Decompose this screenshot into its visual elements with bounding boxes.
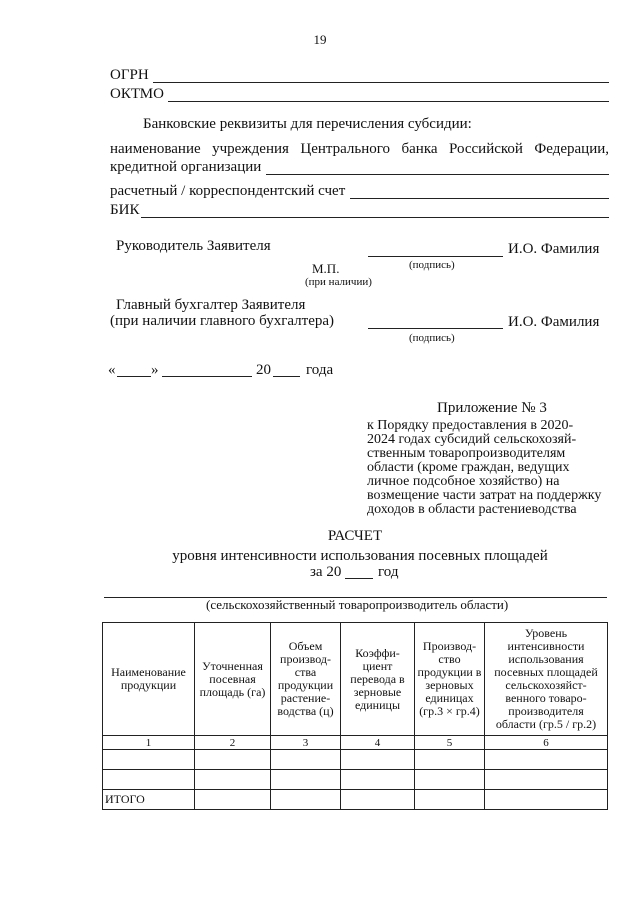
head-signature-field[interactable]: [368, 256, 503, 257]
table-cell[interactable]: [415, 790, 485, 810]
column-number: 6: [485, 736, 608, 750]
table-row: [103, 750, 608, 770]
table-cell[interactable]: [485, 790, 608, 810]
oktmo-label: ОКТМО: [110, 86, 164, 102]
date-day-field[interactable]: [117, 376, 151, 377]
oktmo-field[interactable]: [168, 101, 609, 102]
appendix-line: возмещение части затрат на поддержку: [367, 488, 602, 503]
appendix-text: [367, 419, 602, 517]
appendix-title: Приложение № 3: [437, 400, 547, 416]
appendix-line: личное подсобное хозяйство) на: [367, 474, 560, 489]
appendix-line: ственным товаропроизводителям: [367, 446, 566, 461]
table-cell[interactable]: [485, 770, 608, 790]
account-label: расчетный / корреспондентский счет: [110, 183, 346, 199]
head-signature-caption: (подпись): [409, 259, 455, 271]
calc-period-prefix: за 20: [310, 564, 342, 580]
table-cell[interactable]: [195, 790, 271, 810]
col-header-area: Уточненная посевная площадь (га): [195, 623, 271, 736]
table-row-total: [103, 790, 608, 810]
table-cell[interactable]: [415, 750, 485, 770]
column-number: 4: [341, 736, 415, 750]
stamp-label: М.П.: [312, 261, 340, 276]
institution-label-line2: кредитной организации: [110, 159, 262, 175]
appendix-line: 2024 годах субсидий сельскохозяй-: [367, 432, 577, 447]
ogrn-label: ОГРН: [110, 67, 149, 83]
appendix-line: области (кроме граждан, ведущих: [367, 460, 570, 475]
col-header-grain-units: Производ-ство продукции в зерновых единицах (гр.3 × гр.4): [415, 623, 485, 736]
bik-label: БИК: [110, 202, 140, 218]
date-year-prefix: 20: [256, 362, 271, 378]
chief-signature-field[interactable]: [368, 328, 503, 329]
calc-title: РАСЧЕТ: [327, 528, 383, 544]
date-year-field[interactable]: [273, 376, 300, 377]
account-field[interactable]: [350, 198, 609, 199]
calc-year-field[interactable]: [345, 578, 373, 579]
head-label: Руководитель Заявителя: [116, 238, 271, 254]
date-open-quote: «: [108, 362, 116, 378]
producer-caption: (сельскохозяйственный товаропроизводитель области): [206, 597, 509, 612]
table-cell[interactable]: [415, 770, 485, 790]
column-number: 3: [271, 736, 341, 750]
table-header-row: [103, 623, 608, 736]
total-label: ИТОГО: [103, 790, 195, 810]
institution-field[interactable]: [266, 174, 609, 175]
column-number: 1: [103, 736, 195, 750]
table-cell[interactable]: [341, 750, 415, 770]
chief-signature-caption: (подпись): [409, 332, 455, 344]
calc-period-suffix: год: [378, 564, 399, 580]
calculation-table: [102, 622, 608, 810]
col-header-product: Наименование продукции: [103, 623, 195, 736]
institution-label-line1: наименование учреждения Центрального банка Российской Федерации,: [110, 141, 609, 157]
date-close-quote: »: [151, 362, 159, 378]
column-number: 5: [415, 736, 485, 750]
table-cell[interactable]: [341, 770, 415, 790]
table-cell[interactable]: [103, 770, 195, 790]
page-number: 19: [313, 32, 327, 47]
table-cell[interactable]: [195, 770, 271, 790]
col-header-intensity: Уровень интенсивности использования посевных площадей сельскохозяйст-венного товаро-производителя области (гр.5 / гр.2): [485, 623, 608, 736]
column-number-row: [103, 736, 608, 750]
chief-accountant-label: Главный бухгалтер Заявителя: [116, 297, 306, 313]
stamp-note: (при наличии): [305, 276, 372, 288]
table-cell[interactable]: [271, 750, 341, 770]
column-number: 2: [195, 736, 271, 750]
date-month-field[interactable]: [162, 376, 252, 377]
table-cell[interactable]: [195, 750, 271, 770]
bank-details-heading: Банковские реквизиты для перечисления субсидии:: [143, 116, 472, 132]
table-row: [103, 770, 608, 790]
ogrn-field[interactable]: [153, 82, 609, 83]
bik-field[interactable]: [141, 217, 609, 218]
col-header-volume: Объем производ-ства продукции растение-водства (ц): [271, 623, 341, 736]
table-cell[interactable]: [341, 790, 415, 810]
table-cell[interactable]: [271, 770, 341, 790]
date-year-suffix: года: [306, 362, 334, 378]
table-cell[interactable]: [271, 790, 341, 810]
table-cell[interactable]: [485, 750, 608, 770]
appendix-line: доходов в области растениеводства: [367, 502, 577, 517]
chief-name: И.О. Фамилия: [508, 314, 600, 330]
col-header-coefficient: Коэффи-циент перевода в зерновые единицы: [341, 623, 415, 736]
appendix-line: к Порядку предоставления в 2020-: [367, 418, 574, 433]
calc-subtitle: уровня интенсивности использования посевных площадей: [172, 548, 548, 564]
head-name: И.О. Фамилия: [508, 241, 600, 257]
table-cell[interactable]: [103, 750, 195, 770]
chief-accountant-note: (при наличии главного бухгалтера): [110, 313, 335, 329]
